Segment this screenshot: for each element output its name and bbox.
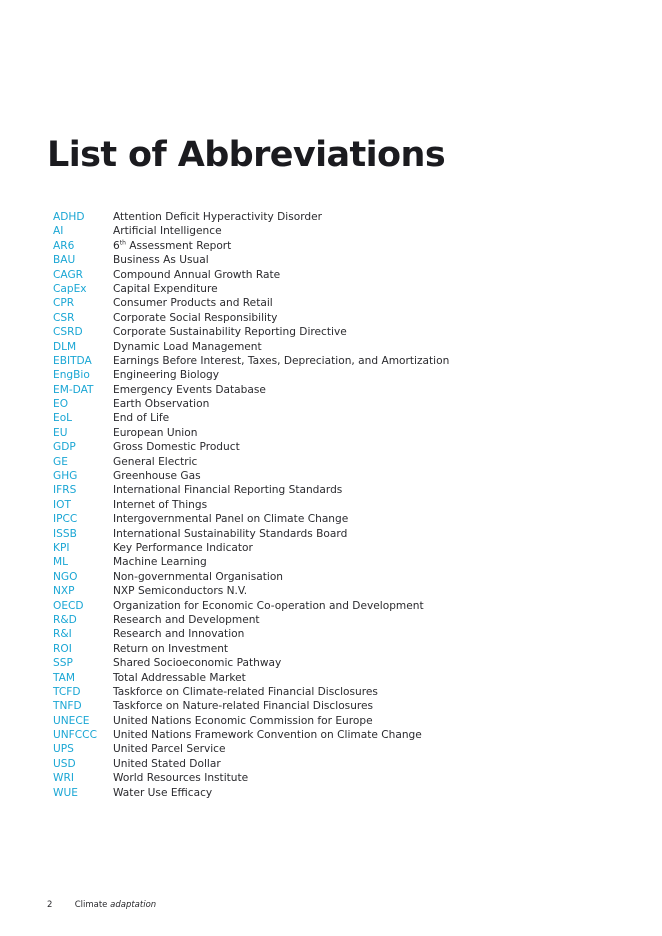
abbreviation-code: EoL — [53, 412, 73, 425]
abbreviation-row — [53, 671, 613, 685]
abbreviation-code: AR6 — [53, 239, 75, 252]
abbreviation-row — [53, 455, 613, 469]
abbreviation-row — [53, 742, 613, 756]
abbreviation-code: EngBio — [53, 369, 90, 382]
term-text: Assessment Report — [125, 239, 232, 252]
abbreviation-code: EO — [53, 398, 69, 411]
abbreviation-row — [53, 397, 613, 411]
abbreviation-term: World Resources Institute — [113, 772, 249, 785]
abbreviation-row — [53, 296, 613, 310]
abbreviation-term: Taskforce on Nature-related Financial Disclosures — [113, 700, 374, 713]
abbreviation-term: Capital Expenditure — [113, 282, 218, 295]
abbreviation-row — [53, 627, 613, 641]
abbreviation-row — [53, 757, 613, 771]
abbreviation-code: IFRS — [53, 484, 77, 497]
abbreviation-term: International Sustainability Standards Board — [113, 527, 348, 540]
document-title-main: Climate — [74, 900, 108, 910]
abbreviation-term: Total Addressable Market — [113, 671, 246, 684]
abbreviation-code: WRI — [53, 772, 74, 785]
abbreviation-term: Water Use Efficacy — [113, 786, 213, 799]
abbreviation-row — [53, 483, 613, 497]
abbreviation-row — [53, 311, 613, 325]
abbreviation-row — [53, 383, 613, 397]
abbreviation-row — [53, 642, 613, 656]
abbreviation-code: GHG — [53, 470, 78, 483]
document-title-italic: adaptation — [110, 900, 157, 910]
abbreviation-term: Corporate Sustainability Reporting Directive — [113, 326, 347, 339]
abbreviation-code: ADHD — [53, 211, 85, 223]
abbreviation-term: Attention Deficit Hyperactivity Disorder — [113, 211, 323, 223]
abbreviation-code: SSP — [53, 657, 73, 670]
abbreviation-term: Research and Development — [113, 613, 260, 626]
abbreviation-row — [53, 440, 613, 454]
abbreviation-term: Dynamic Load Management — [113, 340, 262, 353]
abbreviation-row — [53, 555, 613, 569]
abbreviation-term: United Stated Dollar — [113, 757, 221, 770]
abbreviation-code: DLM — [53, 340, 77, 353]
abbreviation-code: TNFD — [53, 700, 82, 713]
abbreviation-code: UNFCCC — [53, 729, 97, 742]
abbreviation-code: ISSB — [53, 527, 77, 540]
abbreviation-row — [53, 368, 613, 382]
abbreviation-code: USD — [53, 757, 76, 770]
abbreviation-code: IPCC — [53, 513, 78, 526]
abbreviation-code: OECD — [53, 599, 84, 612]
abbreviation-term: Earnings Before Interest, Taxes, Depreciation, and Amortization — [113, 354, 450, 367]
abbreviation-row — [53, 786, 613, 800]
abbreviation-term: United Nations Economic Commission for Europe — [113, 714, 373, 727]
abbreviation-code: EBITDA — [53, 354, 92, 367]
abbreviation-row — [53, 282, 613, 296]
abbreviation-code: KPI — [53, 541, 70, 554]
abbreviation-term: United Nations Framework Convention on Climate Change — [113, 729, 422, 742]
abbreviation-term: Artificial Intelligence — [113, 225, 222, 238]
abbreviation-term: Corporate Social Responsibility — [113, 311, 278, 324]
abbreviation-term: Key Performance Indicator — [113, 541, 253, 554]
abbreviation-term: European Union — [113, 426, 198, 439]
abbreviation-row — [53, 584, 613, 598]
abbreviation-row — [53, 656, 613, 670]
abbreviation-row — [53, 512, 613, 526]
abbreviation-term: Earth Observation — [113, 398, 210, 411]
abbreviation-term: Engineering Biology — [113, 369, 220, 382]
abbreviation-code: UPS — [53, 743, 74, 756]
abbreviation-row — [53, 426, 613, 440]
abbreviation-row — [53, 469, 613, 483]
abbreviation-term: Greenhouse Gas — [113, 470, 201, 483]
abbreviation-row — [53, 411, 613, 425]
abbreviation-row — [53, 354, 613, 368]
abbreviation-row — [53, 253, 613, 267]
abbreviation-row — [53, 340, 613, 354]
abbreviation-code: GE — [53, 455, 68, 468]
abbreviation-term: Research and Innovation — [113, 628, 245, 641]
abbreviation-term: International Financial Reporting Standards — [113, 484, 343, 497]
abbreviation-code: EM-DAT — [53, 383, 94, 396]
abbreviation-code: CSR — [53, 311, 75, 324]
abbreviation-row — [53, 728, 613, 742]
abbreviation-term: Machine Learning — [113, 556, 207, 569]
abbreviation-term: Non-governmental Organisation — [113, 570, 284, 583]
abbreviation-code: CAGR — [53, 268, 84, 281]
abbreviation-code: IOT — [53, 498, 71, 511]
abbreviation-row — [53, 599, 613, 613]
abbreviation-row — [53, 268, 613, 282]
abbreviation-term — [113, 239, 231, 253]
term-ordinal-number: 6 — [113, 239, 120, 252]
abbreviation-term: Gross Domestic Product — [113, 441, 240, 454]
abbreviation-row — [53, 570, 613, 584]
abbreviation-term: NXP Semiconductors N.V. — [113, 585, 248, 598]
abbreviation-row — [53, 685, 613, 699]
abbreviation-code: GDP — [53, 441, 76, 454]
abbreviation-term: Intergovernmental Panel on Climate Change — [113, 513, 349, 526]
abbreviation-code: WUE — [53, 786, 78, 799]
abbreviation-code: ROI — [53, 642, 72, 655]
abbreviation-code: NXP — [53, 585, 75, 598]
abbreviation-code: EU — [53, 426, 68, 439]
abbreviation-term: General Electric — [113, 455, 198, 468]
abbreviation-row — [53, 541, 613, 555]
page-footer — [47, 900, 156, 910]
abbreviation-row — [53, 714, 613, 728]
abbreviation-code: AI — [53, 225, 64, 238]
abbreviation-term: Emergency Events Database — [113, 383, 266, 396]
abbreviation-row — [53, 224, 613, 238]
page-title: List of Abbreviations — [47, 135, 446, 175]
abbreviation-code: ML — [53, 556, 69, 569]
abbreviation-row — [53, 613, 613, 627]
abbreviation-code: BAU — [53, 254, 76, 267]
abbreviation-code: CPR — [53, 297, 75, 310]
abbreviation-term: End of Life — [113, 412, 170, 425]
page-number: 2 — [47, 900, 53, 910]
abbreviation-code: CapEx — [53, 282, 87, 295]
abbreviation-term: Organization for Economic Co-operation and Development — [113, 599, 424, 612]
abbreviation-code: UNECE — [53, 714, 90, 727]
abbreviation-code: CSRD — [53, 326, 83, 339]
abbreviation-code: R&D — [53, 613, 77, 626]
abbreviation-row — [53, 771, 613, 785]
abbreviation-row — [53, 210, 613, 224]
abbreviation-row — [53, 239, 613, 253]
abbreviation-term: Business As Usual — [113, 254, 209, 267]
abbreviation-term: Return on Investment — [113, 642, 229, 655]
abbreviation-row — [53, 325, 613, 339]
abbreviation-list — [53, 210, 613, 800]
abbreviation-term: Taskforce on Climate-related Financial Disclosures — [113, 685, 378, 698]
abbreviation-term: Internet of Things — [113, 498, 208, 511]
abbreviation-row — [53, 498, 613, 512]
term-ordinal-suffix: th — [119, 239, 126, 247]
abbreviation-term: Shared Socioeconomic Pathway — [113, 657, 282, 670]
abbreviation-row — [53, 699, 613, 713]
document-title — [75, 900, 156, 910]
abbreviation-row — [53, 527, 613, 541]
abbreviation-term: Consumer Products and Retail — [113, 297, 273, 310]
abbreviation-term: United Parcel Service — [113, 743, 226, 756]
abbreviation-code: TCFD — [53, 685, 81, 698]
abbreviation-code: NGO — [53, 570, 78, 583]
abbreviation-code: TAM — [53, 671, 76, 684]
abbreviation-code: R&I — [53, 628, 72, 641]
abbreviation-term: Compound Annual Growth Rate — [113, 268, 281, 281]
